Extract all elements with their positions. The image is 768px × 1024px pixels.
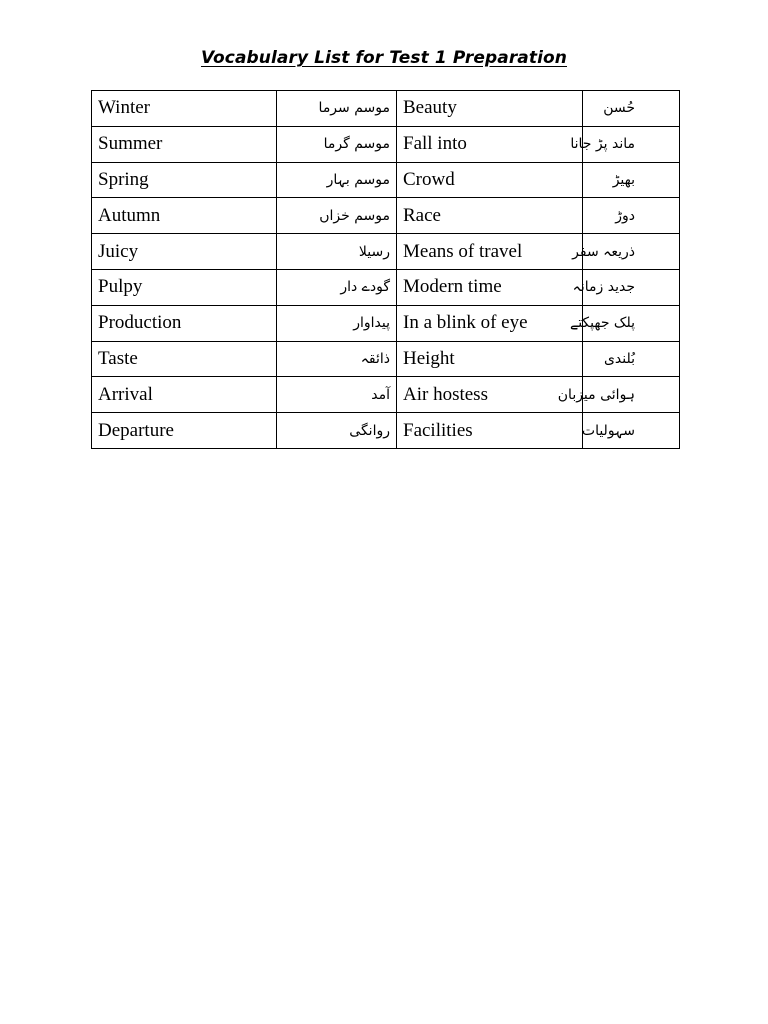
english-word-cell: Departure xyxy=(92,413,277,449)
urdu-meaning-cell: موسم سرما xyxy=(277,91,397,127)
english-word-cell: Autumn xyxy=(92,198,277,234)
urdu-meaning-cell: بُلندی xyxy=(583,341,680,377)
english-word-cell: Race xyxy=(397,198,583,234)
english-word-cell: Facilities xyxy=(397,413,583,449)
table-row xyxy=(92,377,680,413)
urdu-meaning-cell: موسم بہار xyxy=(277,162,397,198)
english-word-cell: In a blink of eye xyxy=(397,305,583,341)
table-row xyxy=(92,234,680,270)
english-word-cell: Production xyxy=(92,305,277,341)
english-word-cell: Pulpy xyxy=(92,269,277,305)
urdu-meaning-cell: ذائقہ xyxy=(277,341,397,377)
urdu-meaning-cell: دوڑ xyxy=(583,198,680,234)
english-word-cell: Height xyxy=(397,341,583,377)
table-row xyxy=(92,413,680,449)
urdu-meaning-cell: رسیلا xyxy=(277,234,397,270)
page-title: Vocabulary List for Test 1 Preparation xyxy=(200,48,568,68)
urdu-meaning-cell: روانگی xyxy=(277,413,397,449)
urdu-meaning-cell: جدید زمانہ xyxy=(583,269,680,305)
urdu-meaning-cell: ماند پڑ جانا xyxy=(583,126,680,162)
table-row xyxy=(92,126,680,162)
urdu-meaning-cell: بھیڑ xyxy=(583,162,680,198)
urdu-meaning-cell: ہوائی میزبان xyxy=(583,377,680,413)
urdu-meaning-cell: سہولیات xyxy=(583,413,680,449)
urdu-meaning-cell: آمد xyxy=(277,377,397,413)
table-row xyxy=(92,269,680,305)
english-word-cell: Fall into xyxy=(397,126,583,162)
table-row xyxy=(92,162,680,198)
english-word-cell: Winter xyxy=(92,91,277,127)
table-row xyxy=(92,198,680,234)
english-word-cell: Modern time xyxy=(397,269,583,305)
urdu-meaning-cell: حُسن xyxy=(583,91,680,127)
urdu-meaning-cell: پیداوار xyxy=(277,305,397,341)
english-word-cell: Taste xyxy=(92,341,277,377)
english-word-cell: Spring xyxy=(92,162,277,198)
english-word-cell: Means of travel xyxy=(397,234,583,270)
english-word-cell: Juicy xyxy=(92,234,277,270)
english-word-cell: Air hostess xyxy=(397,377,583,413)
urdu-meaning-cell: ذریعہ سفر xyxy=(583,234,680,270)
table-row xyxy=(92,91,680,127)
urdu-meaning-cell: موسم خزاں xyxy=(277,198,397,234)
urdu-meaning-cell: گودے دار xyxy=(277,269,397,305)
urdu-meaning-cell: موسم گرما xyxy=(277,126,397,162)
vocabulary-table xyxy=(91,90,680,449)
english-word-cell: Crowd xyxy=(397,162,583,198)
english-word-cell: Arrival xyxy=(92,377,277,413)
english-word-cell: Summer xyxy=(92,126,277,162)
table-row xyxy=(92,305,680,341)
english-word-cell: Beauty xyxy=(397,91,583,127)
table-row xyxy=(92,341,680,377)
urdu-meaning-cell: پلک جھپکتے xyxy=(583,305,680,341)
